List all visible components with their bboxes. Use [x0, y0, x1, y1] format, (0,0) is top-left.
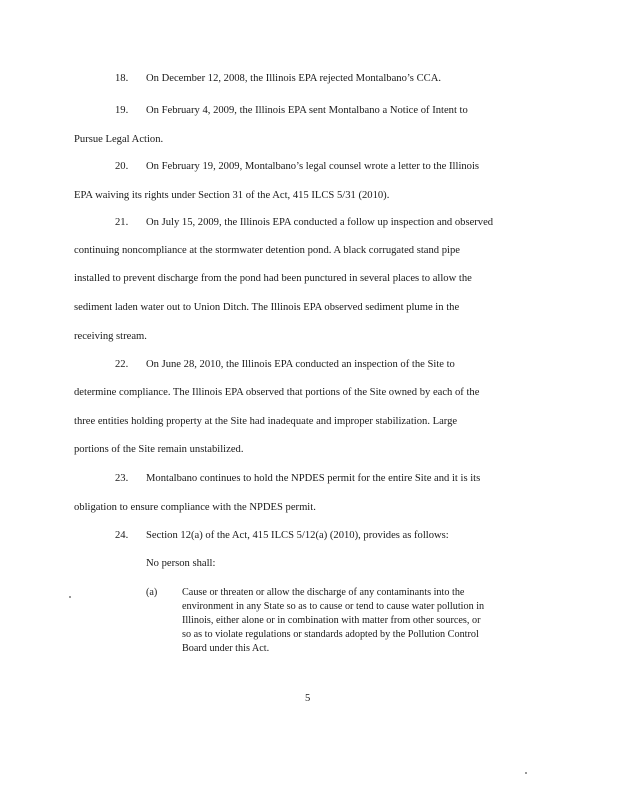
paragraph-22-line-4: portions of the Site remain unstabilized.: [74, 444, 244, 455]
paragraph-21-line-3: installed to prevent discharge from the pond had been punctured in several places to allow the: [74, 273, 472, 284]
paragraph-23-line-2: obligation to ensure compliance with the NPDES permit.: [74, 502, 316, 513]
paragraph-22-line-2: determine compliance. The Illinois EPA observed that portions of the Site owned by each of the: [74, 387, 480, 398]
paragraph-20-line-2: EPA waiving its rights under Section 31 of the Act, 415 ILCS 5/31 (2010).: [74, 190, 390, 201]
paragraph-19-line-1: On February 4, 2009, the Illinois EPA sent Montalbano a Notice of Intent to: [146, 105, 468, 116]
paragraph-23-number: 23.: [115, 473, 129, 484]
paragraph-22-line-1: On June 28, 2010, the Illinois EPA conducted an inspection of the Site to: [146, 359, 455, 370]
quote-item-line-3: Illinois, either alone or in combination with matter from other sources, or: [182, 615, 481, 626]
scan-speck: [69, 596, 71, 598]
paragraph-22-line-3: three entities holding property at the Site had inadequate and improper stabilization. Large: [74, 416, 458, 427]
quote-item-line-4: so as to violate regulations or standards adopted by the Pollution Control: [182, 629, 479, 640]
paragraph-18-line-1: On December 12, 2008, the Illinois EPA rejected Montalbano’s CCA.: [146, 73, 442, 84]
paragraph-19-number: 19.: [115, 105, 129, 116]
paragraph-18-number: 18.: [115, 73, 129, 84]
page-number: 5: [305, 693, 311, 704]
paragraph-22-number: 22.: [115, 359, 129, 370]
quote-item-label: (a): [146, 587, 158, 598]
paragraph-21-line-4: sediment laden water out to Union Ditch. The Illinois EPA observed sediment plume in the: [74, 302, 460, 313]
quote-item-line-2: environment in any State so as to cause or tend to cause water pollution in: [182, 601, 485, 612]
paragraph-23-line-1: Montalbano continues to hold the NPDES permit for the entire Site and it is its: [146, 473, 481, 484]
paragraph-21-number: 21.: [115, 217, 129, 228]
paragraph-21-line-5: receiving stream.: [74, 331, 147, 342]
quote-intro: No person shall:: [146, 558, 216, 569]
paragraph-20-number: 20.: [115, 161, 129, 172]
paragraph-24-line-1: Section 12(a) of the Act, 415 ILCS 5/12(a) (2010), provides as follows:: [146, 530, 449, 541]
paragraph-19-line-2: Pursue Legal Action.: [74, 134, 164, 145]
paragraph-24-number: 24.: [115, 530, 129, 541]
quote-item-line-1: Cause or threaten or allow the discharge of any contaminants into the: [182, 587, 465, 598]
quote-item-line-5: Board under this Act.: [182, 643, 270, 654]
paragraph-20-line-1: On February 19, 2009, Montalbano’s legal counsel wrote a letter to the Illinois: [146, 161, 480, 172]
paragraph-21-line-1: On July 15, 2009, the Illinois EPA conducted a follow up inspection and observed: [146, 217, 494, 228]
paragraph-21-line-2: continuing noncompliance at the stormwater detention pond. A black corrugated stand pipe: [74, 245, 460, 256]
scan-speck: [525, 772, 527, 774]
